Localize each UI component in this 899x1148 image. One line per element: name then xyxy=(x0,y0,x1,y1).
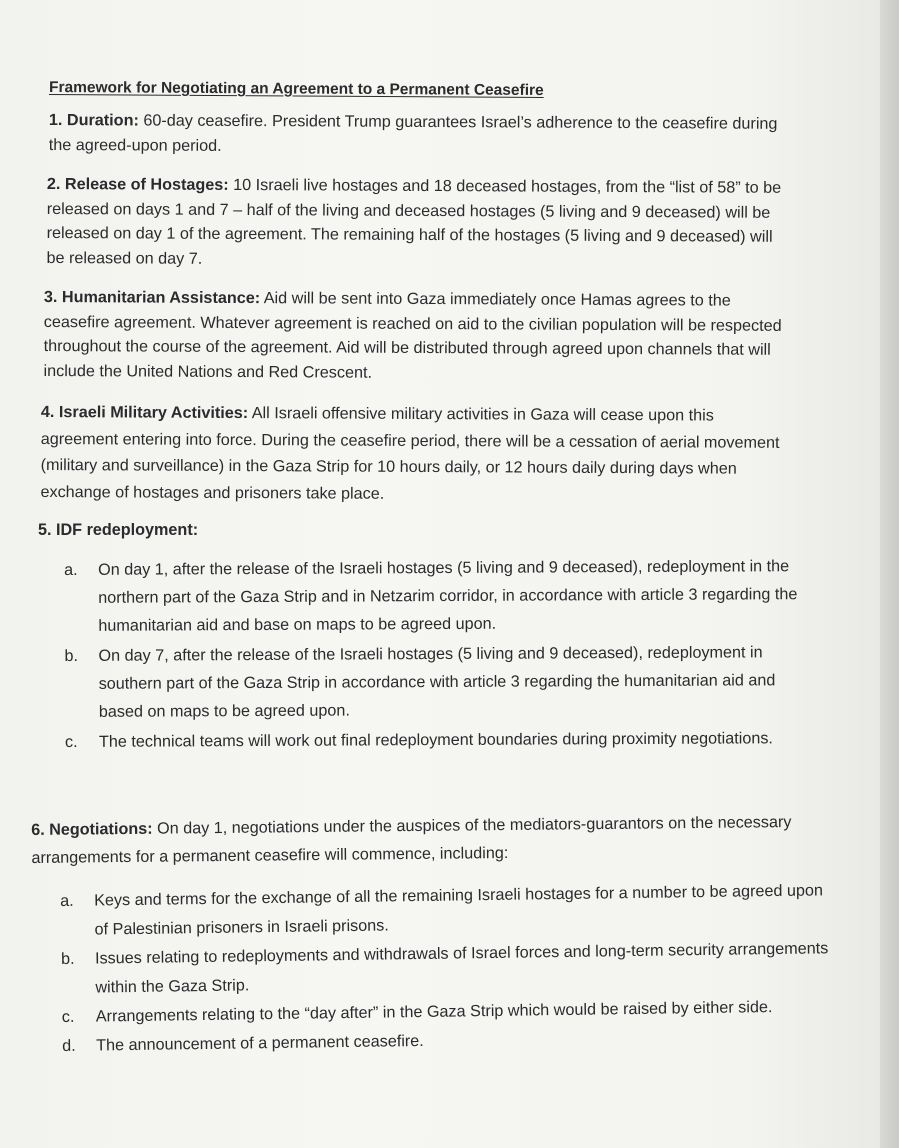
section-duration xyxy=(49,108,789,161)
list-item xyxy=(65,724,815,756)
list-item xyxy=(64,638,814,726)
section-heading: 1. Duration: xyxy=(48,110,139,130)
document-title: Framework for Negotiating an Agreement to a Permanent Ceasefire xyxy=(48,79,544,100)
section-humanitarian-assistance xyxy=(43,285,789,387)
list-marker: d. xyxy=(62,1036,76,1055)
list-item-text: Issues relating to redeployments and withdrawals of Israel forces and long-term security arrangements within the Gaza Strip. xyxy=(94,939,829,997)
section-heading: 4. Israeli Military Activities: xyxy=(40,402,249,423)
section-text: Aid will be sent into Gaza immediately once Hamas agrees to the ceasefire agreement. Whatever agreement is reached on aid to the civilian population will be respected throughout the course of the agreement. Aid will be distributed through agreed upon channels that will include the United Nations and Red Crescent. xyxy=(43,289,782,382)
section-israeli-military-activities xyxy=(40,399,793,509)
list-item-text: Arrangements relating to the “day after” in the Gaza Strip which would be raised by either side. xyxy=(95,998,773,1026)
list-item-text: The technical teams will work out final redeployment boundaries during proximity negotiations. xyxy=(98,729,773,751)
list-marker: b. xyxy=(60,949,75,968)
section-text: 10 Israeli live hostages and 18 deceased hostages, from the “list of 58” to be released on days 1 and 7 – half of the living and deceased hostages (5 living and 9 deceased) will be released on day 1 of the agreement. The remaining half of the hostages (5 living and 9 deceased) will be released on day 7. xyxy=(46,175,782,268)
section-negotiations xyxy=(31,808,814,872)
section-text: On day 1, negotiations under the auspices of the mediators-guarantors on the necessary arrangements for a permanent ceasefire will commence, including: xyxy=(31,813,792,867)
section-heading: 3. Humanitarian Assistance: xyxy=(43,287,261,308)
section-text: All Israeli offensive military activities in Gaza will cease upon this agreement entering into force. During the ceasefire period, there will be a cessation of aerial movement (military and surveillance) in the Gaza Strip for 10 hours daily, or 12 hours daily during days when exchange of hostages and prisoners take place. xyxy=(40,404,780,503)
list-item-text: The announcement of a permanent ceasefire. xyxy=(96,1031,424,1055)
section-release-of-hostages xyxy=(46,172,785,274)
section-heading: 6. Negotiations: xyxy=(31,819,153,839)
list-marker: c. xyxy=(64,732,78,751)
list-item-text: On day 1, after the release of the Israeli hostages (5 living and 9 deceased), redeployment in the northern part of the Gaza Strip and in Netzarim corridor, in accordance with article 3 regarding the humanitarian aid and base on maps to be agreed upon. xyxy=(98,557,798,635)
list-marker: b. xyxy=(64,646,79,665)
page-edge xyxy=(880,0,899,1148)
section-heading: 2. Release of Hostages: xyxy=(46,174,229,194)
list-marker: a. xyxy=(64,560,78,579)
negotiations-list xyxy=(60,876,832,1061)
section-text: 60-day ceasefire. President Trump guarantees Israel’s adherence to the ceasefire during the agreed-upon period. xyxy=(48,111,778,155)
list-item-text: On day 7, after the release of the Israeli hostages (5 living and 9 deceased), redeployment in southern part of the Gaza Strip in accordance with article 3 regarding the humanitarian aid and based on maps to be agreed upon. xyxy=(98,643,776,721)
list-item-text: Keys and terms for the exchange of all the remaining Israeli hostages for a number to be agreed upon of Palestinian prisoners in Israeli prisons. xyxy=(94,881,824,939)
list-marker: c. xyxy=(61,1007,75,1026)
idf-redeployment-list xyxy=(64,552,815,756)
section-heading-idf-redeployment: 5. IDF redeployment: xyxy=(38,521,199,539)
list-marker: a. xyxy=(60,891,74,910)
list-item xyxy=(61,934,832,1003)
list-item xyxy=(60,876,831,945)
list-item xyxy=(64,552,814,640)
